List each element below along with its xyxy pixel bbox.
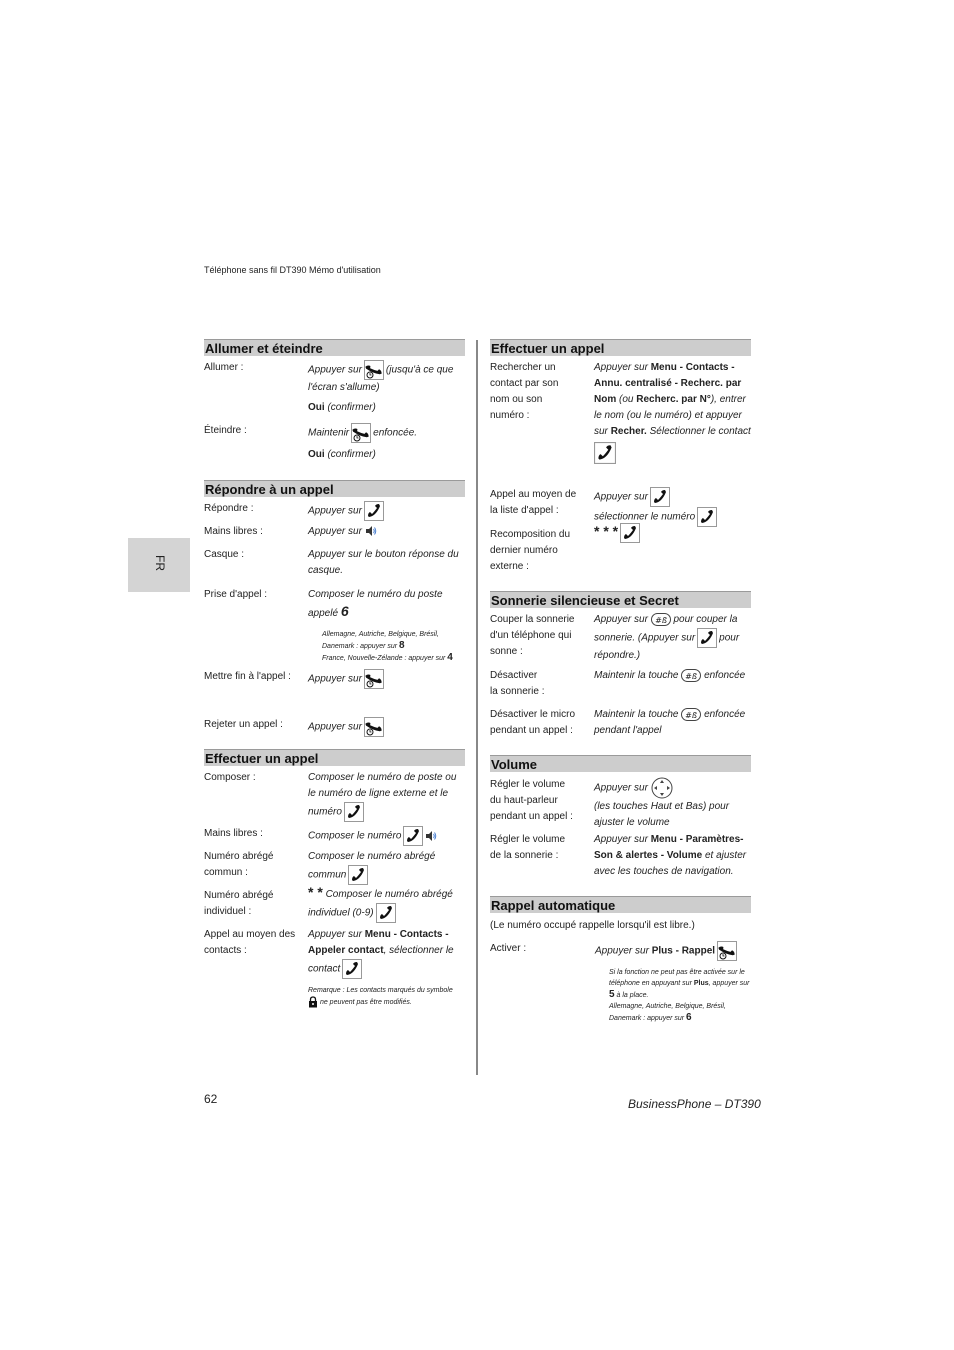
call-icon (403, 826, 423, 846)
row-label-activer: Activer : (490, 943, 527, 954)
label-line: Régler le volume (490, 779, 566, 790)
label-line: Numéro abrégé (204, 851, 274, 862)
running-header: Téléphone sans fil DT390 Mémo d'utilisation (204, 265, 381, 275)
call-icon (342, 959, 362, 979)
row-label-recomposition (490, 527, 570, 575)
row-label-mains-libres-2: Mains libres : (204, 828, 263, 839)
speaker-icon (365, 525, 377, 537)
note-prise (322, 629, 467, 664)
row-label-desactiver-sonnerie (490, 668, 544, 700)
text: Appuyer sur (308, 721, 362, 733)
text: (les touches Haut et Bas) pour (594, 801, 730, 812)
text: téléphone en appuyant sur (609, 980, 692, 987)
text-line (594, 612, 754, 628)
star-keys: * * (308, 884, 323, 900)
text-line (308, 903, 468, 923)
label-line: Régler le volume (490, 834, 566, 845)
label-line: dernier numéro (490, 545, 558, 556)
text: ), entrer (710, 394, 746, 405)
row-text-mains-libres (308, 524, 377, 540)
row-label-allumer: Allumer : (204, 362, 244, 373)
label-line: nom ou son (490, 394, 543, 405)
text: ajuster le volume (594, 817, 670, 828)
row-label-abrege-commun (204, 849, 273, 881)
row-text-oui1 (308, 400, 376, 416)
label-line: externe : (490, 561, 529, 572)
navigation-key-icon (651, 777, 673, 799)
row-text-rejeter (308, 717, 386, 737)
row-text-contacts (308, 927, 466, 979)
row-text-volume-sonnerie (594, 832, 754, 880)
row-label-abrege-individuel (204, 888, 273, 920)
text-line (594, 392, 754, 408)
label-line: Recomposition du (490, 529, 571, 540)
text: (ou (619, 394, 634, 405)
note-line: Allemagne, Autriche, Belgique, Brésil, (322, 631, 439, 638)
label-line: de la sonnerie : (490, 850, 559, 861)
label-line: la liste d'appel : (490, 505, 559, 516)
end-call-icon (364, 360, 384, 380)
row-label-prise: Prise d'appel : (204, 589, 268, 600)
text: (confirmer) (327, 449, 376, 460)
row-label-contacts (204, 927, 295, 959)
text: Appuyer sur (308, 505, 362, 517)
label-line: Couper la sonnerie (490, 614, 575, 625)
label-line: Désactiver le micro (490, 709, 576, 720)
language-tab (128, 538, 190, 592)
row-text-eteindre (308, 423, 464, 443)
text: sur (594, 426, 608, 437)
text: Appuyer sur (308, 526, 362, 537)
row-text-micro (594, 707, 754, 739)
label-line: Rechercher un (490, 362, 556, 373)
label-line: individuel : (204, 906, 252, 917)
text-line (594, 442, 754, 464)
end-call-icon (364, 717, 384, 737)
row-text-desactiver-sonnerie (594, 668, 754, 684)
label-line: contact par son (490, 378, 559, 389)
text: enfoncée (704, 709, 746, 720)
row-text-oui2 (308, 447, 376, 463)
note-remarque (308, 985, 468, 1008)
row-text-abrege-individuel (308, 884, 468, 923)
row-label-volume-hp (490, 777, 573, 825)
text-line (594, 628, 754, 648)
end-call-icon (717, 941, 737, 961)
label-line: la sonnerie : (490, 686, 545, 697)
digit: 6 (340, 603, 349, 619)
digit: 4 (447, 652, 453, 663)
language-tab-label: FR (153, 555, 167, 571)
row-text-casque: Appuyer sur le bouton réponse du casque. (308, 549, 459, 576)
note-line: Remarque : Les contacts marqués du symbole (308, 987, 453, 994)
menu-path: Plus (693, 980, 709, 987)
text: pendant l'appel (594, 725, 662, 736)
text-line (308, 865, 464, 885)
end-call-icon (364, 669, 384, 689)
oui-label: Oui (308, 402, 325, 413)
text: Danemark : appuyer sur (609, 1015, 685, 1022)
label-line: Appel au moyen de (490, 489, 577, 500)
text-line (594, 832, 754, 848)
text: ne peuvent pas être modifiés. (319, 998, 412, 1006)
text: Maintenir la touche (594, 709, 679, 720)
label-line: du haut-parleur (490, 795, 558, 806)
row-text-liste (594, 487, 754, 527)
row-label-repondre: Répondre : (204, 503, 254, 514)
label-line: numéro : (490, 410, 530, 421)
digit: 6 (686, 1012, 692, 1023)
text: pour (719, 632, 740, 644)
hash-key-icon (681, 708, 701, 721)
section-title-effectuer-right: Effectuer un appel (490, 339, 751, 356)
call-icon (348, 865, 368, 885)
text: Sélectionner le contact (649, 426, 751, 437)
text: Appuyer sur (308, 364, 362, 376)
note-line: Si la fonction ne peut pas être activée sur le (609, 969, 745, 976)
row-label-liste (490, 487, 576, 519)
note-line: Allemagne, Autriche, Belgique, Brésil, (609, 1003, 726, 1010)
row-label-couper (490, 612, 575, 660)
end-call-icon (351, 423, 371, 443)
menu-path: Menu - Contacts - (364, 929, 449, 940)
note-line (322, 652, 467, 664)
text: Composer le numéro (308, 830, 402, 842)
row-text-recomposition (594, 523, 642, 543)
text-line (594, 487, 754, 507)
row-label-composer: Composer : (204, 772, 256, 783)
text: Composer le numéro abrégé (325, 889, 453, 900)
lock-icon (308, 996, 318, 1008)
label-line: d'un téléphone qui (490, 630, 572, 641)
column-divider (476, 340, 478, 1075)
call-icon (376, 903, 396, 923)
text: répondre.) (594, 650, 641, 661)
label-line: Désactiver (490, 670, 538, 681)
label-line: Numéro abrégé (204, 890, 274, 901)
page-number: 62 (204, 1092, 218, 1106)
call-icon (364, 501, 384, 521)
text-line (308, 943, 466, 959)
text: Appuyer sur (594, 782, 648, 794)
text: sélectionner le numéro (594, 511, 696, 523)
text: Composer le numéro de poste ou le numéro de ligne externe et le numéro (308, 772, 457, 818)
call-icon (594, 442, 616, 464)
section-title-repondre: Répondre à un appel (204, 480, 465, 497)
call-icon (697, 507, 717, 527)
call-icon (620, 523, 640, 543)
menu-path: Annu. centralisé - Recherc. par (594, 378, 742, 389)
row-text-volume-hp (594, 777, 754, 831)
menu-path: Recher. (610, 426, 647, 437)
text-line (594, 360, 754, 376)
row-label-volume-sonnerie (490, 832, 565, 864)
text: individuel (0-9) (308, 907, 374, 919)
menu-path: Appeler contact (308, 945, 384, 956)
text: sonnerie. (Appuyer sur (594, 632, 696, 644)
text: Appuyer sur (594, 834, 648, 845)
menu-path: Menu - Paramètres- (650, 834, 744, 845)
text: et ajuster (704, 850, 747, 861)
section-title-volume: Volume (490, 755, 751, 772)
row-text-mains-libres-2 (308, 826, 437, 846)
rappel-intro: (Le numéro occupé rappelle lorsqu'il est libre.) (490, 920, 695, 931)
text-line (308, 927, 466, 943)
row-text-couper (594, 612, 754, 664)
note-line (322, 640, 467, 652)
menu-path: Son & alertes - Volume (594, 850, 703, 861)
hash-key-icon (681, 669, 701, 682)
hash-key-icon (651, 613, 671, 626)
label-line: pendant un appel : (490, 725, 573, 736)
text: enfoncée (704, 670, 746, 681)
note-line (609, 989, 754, 1001)
section-title-effectuer-left: Effectuer un appel (204, 749, 465, 766)
text: , appuyer sur (708, 980, 750, 987)
note-line (609, 1012, 754, 1024)
call-icon (650, 487, 670, 507)
text: , sélectionner le (383, 945, 454, 956)
menu-path: Nom (594, 394, 617, 405)
text-line (594, 848, 754, 864)
section-title-rappel: Rappel automatique (490, 896, 751, 913)
oui-label: Oui (308, 449, 325, 460)
section-title-sonnerie: Sonnerie silencieuse et Secret (490, 591, 751, 608)
row-label-rechercher (490, 360, 558, 424)
section-title-allumer: Allumer et éteindre (204, 339, 465, 356)
text: Maintenir (308, 427, 350, 439)
text: le nom (ou le numéro) et appuyer (594, 410, 742, 421)
text: (confirmer) (327, 402, 376, 413)
row-label-eteindre: Éteindre : (204, 425, 247, 436)
text: Composer le numéro abrégé (308, 851, 436, 862)
row-text-rechercher (594, 360, 754, 464)
text: Appuyer sur (594, 614, 648, 625)
call-icon (697, 628, 717, 648)
menu-path: Recherc. par N° (636, 394, 711, 405)
digit: 8 (399, 640, 405, 651)
text: Appuyer sur (308, 673, 362, 685)
text: enfoncée. (373, 427, 418, 439)
row-text-allumer (308, 360, 464, 396)
star-keys: * * * (594, 523, 619, 539)
text: Maintenir la touche (594, 670, 679, 681)
text-line (308, 884, 468, 903)
label-line: Appel au moyen des (204, 929, 296, 940)
text: à la place. (616, 992, 649, 999)
text: avec les touches de navigation. (594, 866, 734, 877)
row-label-micro (490, 707, 575, 739)
text: Appuyer sur (594, 362, 648, 373)
label-line: commun : (204, 867, 248, 878)
text-line (308, 959, 466, 979)
note-rappel (609, 967, 754, 1024)
row-label-fin: Mettre fin à l'appel : (204, 671, 291, 682)
call-icon (344, 802, 364, 822)
row-text-repondre (308, 501, 386, 521)
label-line: contacts : (204, 945, 247, 956)
label-line: sonne : (490, 646, 523, 657)
note-line (609, 978, 754, 989)
text-line (594, 777, 754, 799)
text: Composer le numéro du poste appelé (308, 589, 443, 619)
note-line (308, 996, 468, 1008)
text: France, Nouvelle-Zélande : appuyer sur (322, 655, 446, 662)
row-text-composer (308, 770, 466, 822)
text: pour couper la (673, 614, 738, 625)
text-line (594, 707, 754, 723)
menu-path: Menu - Contacts - (650, 362, 735, 373)
text-line (594, 376, 754, 392)
speaker-icon (425, 830, 437, 842)
text: Appuyer sur (308, 929, 362, 940)
text: Danemark : appuyer sur (322, 643, 398, 650)
row-label-rejeter: Rejeter un appel : (204, 719, 283, 730)
row-text-activer (595, 941, 739, 961)
footer-brand: BusinessPhone – DT390 (628, 1097, 761, 1111)
menu-path: Plus - Rappel (651, 945, 716, 957)
text-line (594, 424, 754, 440)
label-line: pendant un appel : (490, 811, 573, 822)
row-label-mains-libres: Mains libres : (204, 526, 263, 537)
row-label-casque: Casque : (204, 549, 245, 560)
text: Appuyer sur (594, 491, 648, 503)
text: contact (308, 963, 341, 975)
text: (jusqu'à ce que l'écran s'allume) (308, 364, 454, 393)
row-text-prise (308, 587, 464, 622)
row-text-abrege-commun (308, 849, 464, 885)
text: Appuyer sur (595, 945, 649, 957)
text: commun (308, 869, 347, 881)
digit: 5 (609, 989, 615, 1000)
row-text-fin (308, 669, 386, 689)
